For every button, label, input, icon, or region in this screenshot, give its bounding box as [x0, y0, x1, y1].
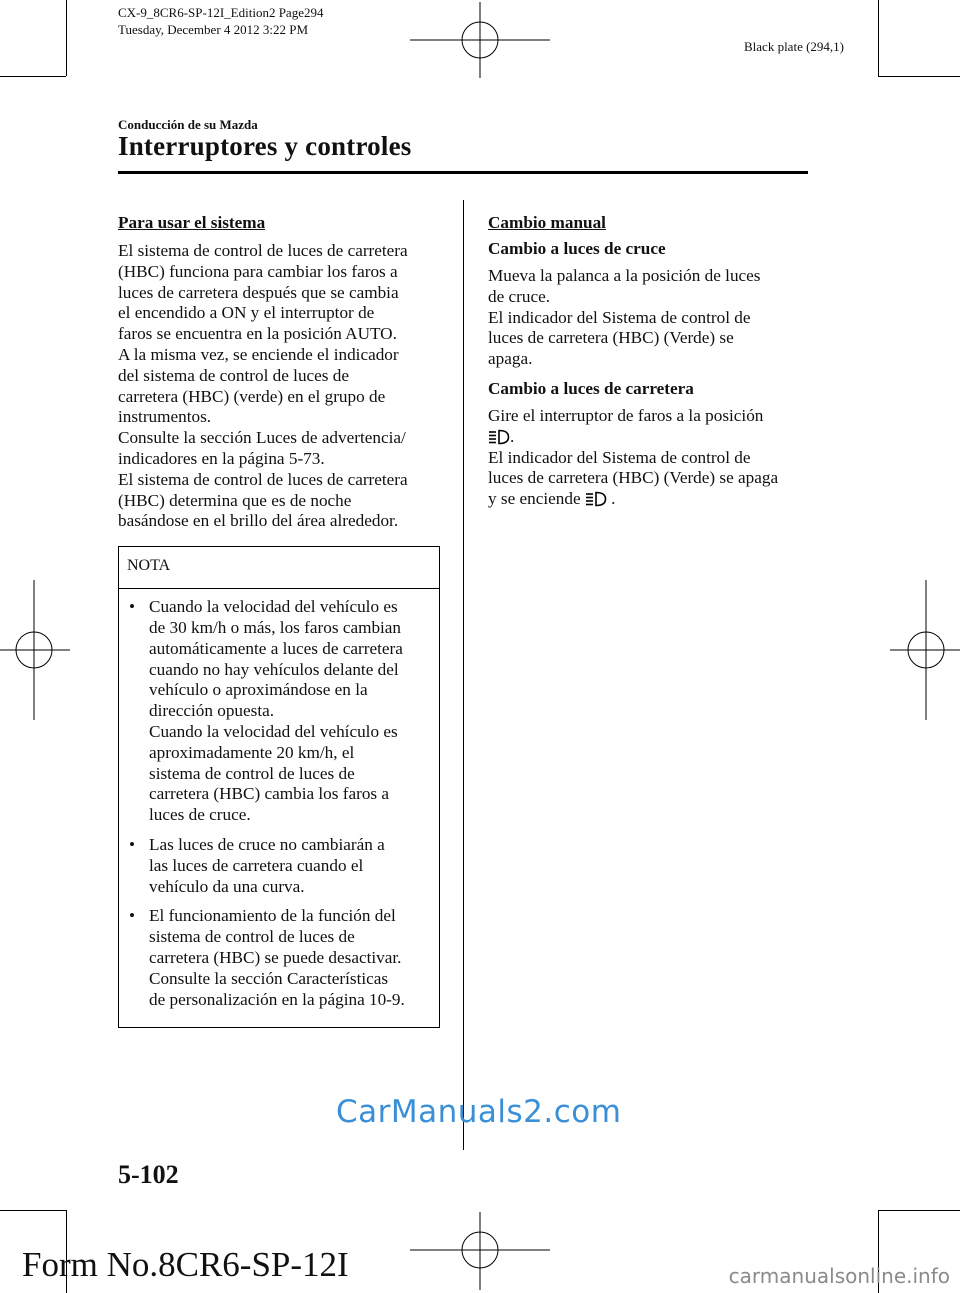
registration-mark — [410, 1212, 550, 1290]
chapter-title: Interruptores y controles — [118, 131, 412, 161]
text-line: Las luces de cruce no cambiarán a — [149, 834, 385, 854]
registration-mark — [410, 2, 550, 78]
intro-paragraph — [118, 241, 440, 532]
text-line: del sistema de control de luces de — [118, 365, 349, 385]
crop-mark — [878, 76, 960, 77]
text-line: vehículo da una curva. — [149, 876, 305, 896]
text-line: Consulte la sección Luces de advertencia/ — [118, 428, 406, 448]
form-number: Form No.8CR6-SP-12I — [22, 1245, 349, 1284]
manual-change-heading: Cambio manual — [488, 213, 606, 232]
section-label: Conducción de su Mazda — [118, 117, 258, 132]
text-line — [488, 427, 810, 448]
text-line: de cruce. — [488, 286, 551, 306]
high-beam-icon — [488, 429, 510, 445]
crop-mark — [66, 0, 67, 76]
bullet-icon: • — [129, 597, 136, 617]
note-list — [119, 589, 439, 1027]
text-line: Cuando la velocidad del vehículo es — [149, 721, 398, 741]
low-beam-text — [488, 266, 810, 370]
text-line: carretera (HBC) (verde) en el grupo de — [118, 386, 386, 406]
text-line: (HBC) funciona para cambiar los faros a — [118, 261, 398, 281]
text-line: faros se encuentra en la posición AUTO. — [118, 324, 397, 344]
high-beam-text — [488, 406, 810, 510]
page-number: 5-102 — [118, 1160, 179, 1189]
crop-mark — [0, 76, 66, 77]
text-line: aproximadamente 20 km/h, el — [149, 742, 355, 762]
bullet-icon: • — [129, 834, 136, 854]
right-column — [488, 212, 810, 510]
text-line: las luces de carretera cuando el — [149, 855, 364, 875]
text-line: El indicador del Sistema de control de — [488, 447, 751, 467]
note-box — [118, 546, 440, 1028]
text-line: sistema de control de luces de — [149, 927, 355, 947]
low-beam-subheading: Cambio a luces de cruce — [488, 239, 666, 258]
text-line: luces de carretera después que se cambia — [118, 282, 399, 302]
text-line: de 30 km/h o más, los faros cambian — [149, 617, 402, 637]
text-line: automáticamente a luces de carretera — [149, 638, 403, 658]
text-line: El funcionamiento de la función del — [149, 906, 396, 926]
text-line: vehículo o aproximándose en la — [149, 680, 368, 700]
crop-mark — [878, 1210, 960, 1211]
note-item — [127, 597, 431, 826]
site-watermark: carmanualsonline.info — [728, 1264, 950, 1288]
plate-label: Black plate (294,1) — [744, 39, 844, 54]
text-line: luces de cruce. — [149, 805, 251, 825]
text-line: Mueva la palanca a la posición de luces — [488, 266, 761, 285]
bullet-icon: • — [129, 906, 136, 926]
text-line: (HBC) determina que es de noche — [118, 490, 352, 510]
text-line: cuando no hay vehículos delante del — [149, 659, 399, 679]
text-line: basándose en el brillo del área alrededor. — [118, 511, 399, 531]
text-line: luces de carretera (HBC) (Verde) se — [488, 328, 734, 348]
text-line: instrumentos. — [118, 407, 212, 427]
text-line: El sistema de control de luces de carretera — [118, 469, 408, 489]
text-fragment: y se enciende — [488, 489, 581, 509]
text-line: indicadores en la página 5-73. — [118, 448, 325, 468]
text-line: sistema de control de luces de — [149, 763, 355, 783]
note-item — [127, 835, 431, 897]
print-meta — [118, 4, 323, 38]
note-title: NOTA — [119, 547, 439, 589]
print-meta-line2: Tuesday, December 4 2012 3:22 PM — [118, 22, 309, 37]
text-line: carretera (HBC) se puede desactivar. — [149, 947, 402, 967]
text-fragment: . — [510, 426, 515, 446]
text-line: luces de carretera (HBC) (Verde) se apaga — [488, 468, 779, 488]
text-fragment: . — [611, 489, 616, 509]
crop-mark — [878, 0, 879, 76]
left-column — [118, 212, 440, 1028]
print-meta-line1: CX-9_8CR6-SP-12I_Edition2 Page294 — [118, 5, 324, 20]
text-line: el encendido a ON y el interruptor de — [118, 303, 375, 323]
registration-mark — [890, 580, 960, 720]
watermark: CarManuals2.com — [336, 1094, 622, 1130]
column-divider — [463, 200, 464, 1150]
text-line: Gire el interruptor de faros a la posición — [488, 405, 764, 425]
text-line: A la misma vez, se enciende el indicador — [118, 344, 399, 364]
text-line — [488, 489, 810, 510]
text-line: El indicador del Sistema de control de — [488, 307, 751, 327]
high-beam-subheading: Cambio a luces de carretera — [488, 378, 694, 398]
text-line: Consulte la sección Características — [149, 968, 389, 988]
note-item — [127, 906, 431, 1010]
text-line: de personalización en la página 10-9. — [149, 989, 405, 1009]
text-line: apaga. — [488, 349, 533, 369]
text-line: dirección opuesta. — [149, 701, 275, 721]
crop-mark — [0, 1210, 66, 1211]
header-rule — [118, 171, 808, 174]
text-line: carretera (HBC) cambia los faros a — [149, 784, 390, 804]
text-line: Cuando la velocidad del vehículo es — [149, 597, 398, 617]
section-heading: Para usar el sistema — [118, 213, 266, 232]
text-line: El sistema de control de luces de carretera — [118, 241, 408, 260]
registration-mark — [0, 580, 70, 720]
high-beam-icon — [585, 491, 607, 507]
